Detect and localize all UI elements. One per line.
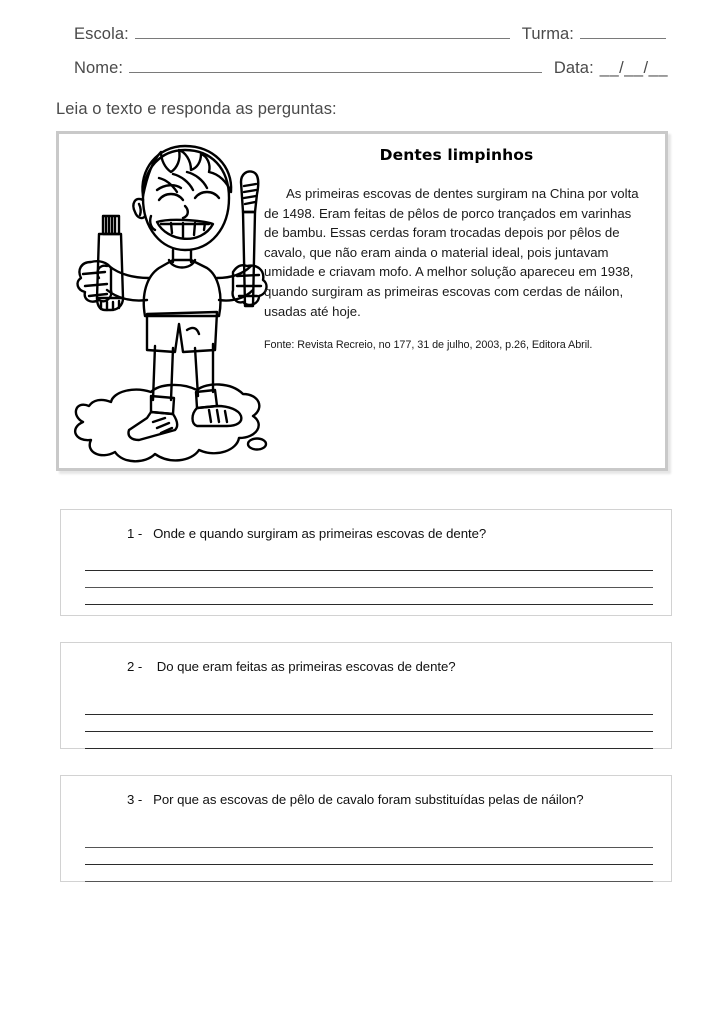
school-label: Escola: — [74, 25, 129, 43]
question-2-prompt: Do que eram feitas as primeiras escovas de dente? — [156, 659, 456, 674]
answer-line[interactable] — [85, 588, 653, 605]
answer-line[interactable] — [85, 571, 653, 588]
class-input-line[interactable] — [580, 24, 666, 39]
question-2-text — [83, 659, 649, 674]
text-paragraph: As primeiras escovas de dentes surgiram na China por volta de 1498. Eram feitas de pêlos de porco trançados em varinhas de bambu. Essas cerdas foram trocadas depois por pêlos de cavalo, que não eram ainda o material ideal, pois juntavam umidade e criavam mofo. A melhor solução apareceu em 1938, quando surgiram as primeiras escovas com cerdas de náilon, usadas até hoje. — [264, 186, 639, 319]
reading-text-box-inner — [59, 134, 665, 468]
question-3-text — [83, 792, 649, 807]
question-1-prompt: Onde e quando surgiram as primeiras escovas de dente? — [153, 526, 487, 541]
answer-line[interactable] — [85, 732, 653, 749]
questions-section — [60, 509, 672, 882]
answer-line[interactable] — [85, 715, 653, 732]
question-1-text — [83, 526, 649, 541]
answer-line[interactable] — [85, 831, 653, 848]
date-label: Data: — [553, 59, 594, 77]
question-box-1 — [60, 509, 672, 616]
boy-illustration — [61, 138, 297, 468]
question-box-3 — [60, 775, 672, 882]
question-3-number: 3 - — [127, 792, 143, 807]
name-date-row — [74, 58, 668, 78]
answer-line[interactable] — [85, 848, 653, 865]
answer-line[interactable] — [85, 698, 653, 715]
question-2-answer-area[interactable] — [85, 698, 653, 749]
school-input-line[interactable] — [135, 24, 510, 39]
name-label: Nome: — [74, 59, 124, 77]
question-box-2 — [60, 642, 672, 749]
answer-line[interactable] — [85, 865, 653, 882]
class-label: Turma: — [521, 25, 574, 43]
school-class-row — [74, 24, 668, 44]
date-input-field[interactable]: __/__/__ — [599, 59, 668, 77]
answer-line[interactable] — [85, 554, 653, 571]
text-title: Dentes limpinhos — [379, 146, 534, 164]
question-1-answer-area[interactable] — [85, 554, 653, 605]
name-input-line[interactable] — [129, 58, 542, 73]
question-2-number: 2 - — [127, 659, 143, 674]
instruction-text: Leia o texto e responda as perguntas: — [56, 100, 337, 118]
reading-text-content — [264, 142, 649, 351]
text-source-citation: Fonte: Revista Recreio, no 177, 31 de julho, 2003, p.26, Editora Abril. — [264, 339, 593, 352]
reading-text-box — [56, 131, 668, 471]
question-3-answer-area[interactable] — [85, 831, 653, 882]
question-1-number: 1 - — [127, 526, 143, 541]
student-info-header — [0, 0, 724, 78]
question-3-prompt: Por que as escovas de pêlo de cavalo foram substituídas pelas de náilon? — [153, 792, 584, 807]
